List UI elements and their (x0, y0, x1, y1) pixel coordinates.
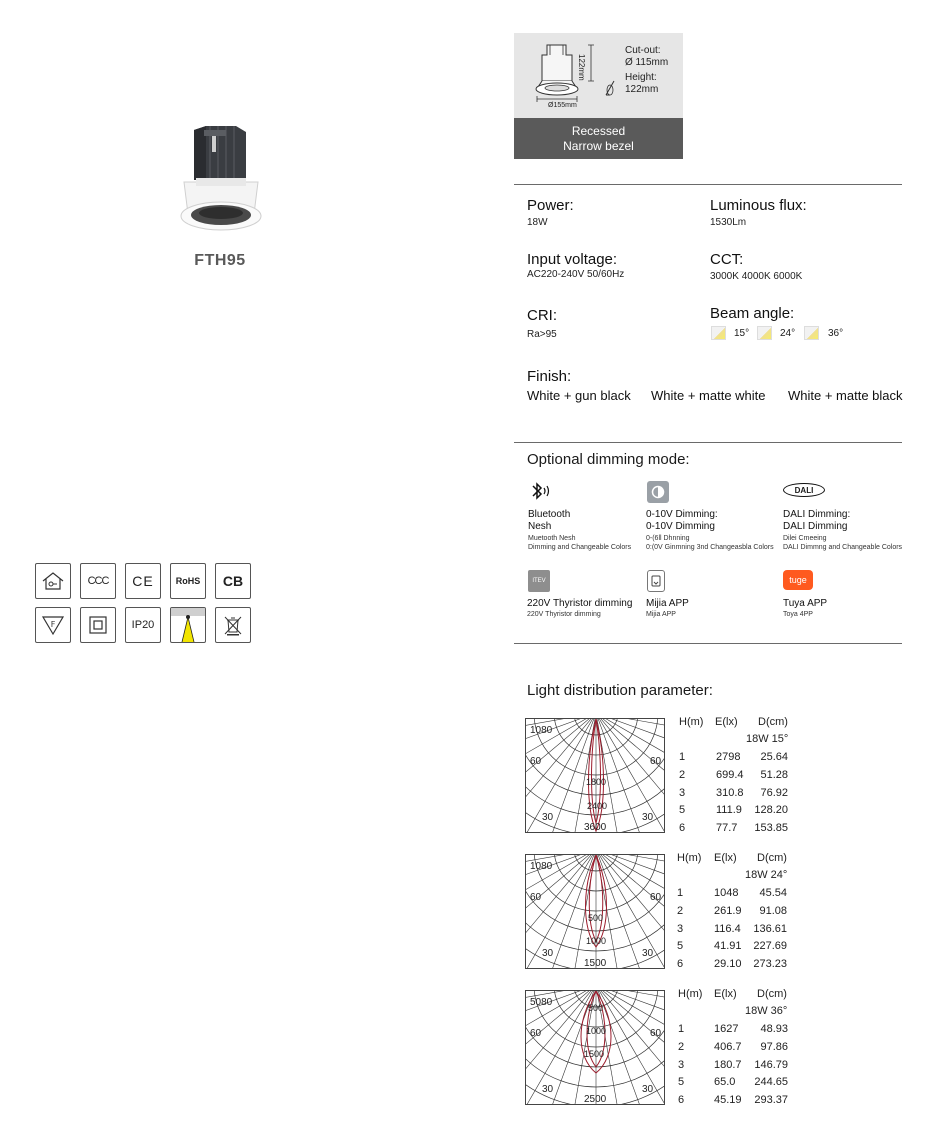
table-subtitle: 18W 15° (746, 733, 789, 745)
mount-card (514, 33, 683, 159)
cb-cert-icon: CB (215, 563, 251, 599)
mount-type-label (514, 118, 683, 159)
dimmer-icon (647, 481, 669, 503)
svg-text:30: 30 (642, 1084, 654, 1095)
beam-angle-label: Beam angle: (710, 305, 795, 322)
beam-swatch-icon (757, 326, 772, 340)
table-row: 1 2798 25.64 (679, 751, 788, 763)
polar-diagram (525, 718, 665, 833)
dim-mode-sub: 220V Thyristor dimming (527, 611, 601, 618)
beam-icon (170, 607, 206, 643)
dim-mode-sub: Dilei Cmeeing DALI Dimmng and Changeable Colors (783, 535, 903, 551)
cri-value: Ra>95 (527, 329, 557, 340)
table-header: H(m) E(lx) D(cm) (679, 716, 788, 728)
table-subtitle: 18W 36° (745, 1005, 788, 1017)
dim-mode-sub: Mijia APP (646, 611, 676, 618)
product-image (176, 122, 266, 234)
svg-text:60: 60 (650, 892, 662, 903)
tuya-icon: tuge (783, 570, 813, 590)
weee-bin-icon (215, 607, 251, 643)
table-row: 2 406.7 97.86 (678, 1041, 788, 1053)
table-header: H(m) E(lx) D(cm) (678, 988, 787, 1000)
power-value: 18W (527, 217, 548, 228)
flux-value: 1530Lm (710, 217, 747, 228)
table-row: 5 65.0 244.65 (678, 1076, 788, 1088)
rohs-cert-icon: RoHS (170, 563, 206, 599)
thyristor-icon: ITEV (528, 570, 550, 592)
cutout-label: Cut-out: (625, 45, 661, 56)
svg-text:500: 500 (588, 913, 604, 923)
beam-angle-value: 15° (734, 328, 750, 339)
svg-text:30: 30 (642, 812, 654, 823)
height-dim: 122mm (577, 54, 586, 81)
svg-text:30: 30 (542, 812, 554, 823)
svg-text:2400: 2400 (587, 801, 608, 811)
table-row: 1 1627 48.93 (678, 1023, 788, 1035)
class-ii-icon (80, 607, 116, 643)
svg-text:1500: 1500 (584, 1049, 605, 1059)
dim-mode-sub: 0-(6ll Dhnning 0:(0V Ginmning 3nd Changeasbla Colors (646, 535, 774, 551)
svg-text:5080: 5080 (530, 997, 553, 1008)
svg-text:1000: 1000 (586, 936, 607, 946)
dim-mode-title: Mijia APP (646, 598, 689, 609)
home-cert-icon (35, 563, 71, 599)
f-mark-icon (35, 607, 71, 643)
dimming-title: Optional dimming mode: (527, 451, 690, 468)
mount-type-line2: Narrow bezel (563, 139, 634, 153)
table-row: 3 310.8 76.92 (679, 787, 788, 799)
svg-text:60: 60 (530, 1028, 542, 1039)
table-header: H(m) E(lx) D(cm) (677, 852, 787, 864)
height-label: Height: (625, 72, 657, 83)
svg-text:1800: 1800 (586, 777, 607, 787)
svg-text:500: 500 (588, 1003, 604, 1013)
dali-icon: DALI (783, 483, 825, 497)
table-row: 6 29.10 273.23 (677, 958, 787, 970)
svg-text:60: 60 (650, 756, 662, 767)
cri-label: CRI: (527, 307, 557, 324)
table-row: 2 261.9 91.08 (677, 905, 787, 917)
table-row: 6 77.7 153.85 (679, 822, 788, 834)
voltage-label: Input voltage: (527, 251, 618, 268)
ce-cert-icon: CE (125, 563, 161, 599)
model-name: FTH95 (194, 252, 246, 269)
dim-mode-title: Tuya APP (783, 598, 828, 609)
mount-type-line1: Recessed (571, 124, 626, 138)
dim-mode-title: 0-10V Dimming: 0-10V Dimming (646, 509, 718, 532)
table-row: 5 41.91 227.69 (677, 940, 787, 952)
svg-text:60: 60 (530, 756, 542, 767)
voltage-value: AC220-240V 50/60Hz (527, 269, 625, 280)
ip-rating-icon: IP20 (125, 607, 161, 643)
cutout-value: Ø 115mm (625, 57, 669, 68)
divider (514, 442, 902, 443)
finish-option: White + matte white (651, 388, 766, 403)
polar-diagram (525, 854, 665, 969)
divider (514, 184, 902, 185)
table-row: 1 1048 45.54 (677, 887, 787, 899)
cct-label: CCT: (710, 251, 744, 268)
light-distribution-title: Light distribution parameter: (527, 682, 713, 699)
ccc-cert-icon: CCC (80, 563, 116, 599)
mount-diagram (514, 33, 683, 118)
svg-text:1000: 1000 (586, 1026, 607, 1036)
finish-option: White + gun black (527, 388, 631, 403)
finish-label: Finish: (527, 368, 572, 385)
beam-swatch-icon (804, 326, 819, 340)
svg-text:1080: 1080 (530, 861, 553, 872)
mijia-phone-icon (647, 570, 665, 592)
svg-text:60: 60 (650, 1028, 662, 1039)
svg-text:1080: 1080 (530, 725, 553, 736)
table-row: 3 180.7 146.79 (678, 1059, 788, 1071)
dim-mode-title: Bluetooth Nesh (528, 509, 571, 532)
bluetooth-icon (528, 481, 552, 501)
svg-text:2500: 2500 (584, 1094, 607, 1105)
table-row: 5 111.9 128.20 (679, 804, 788, 816)
cct-value: 3000K 4000K 6000K (710, 271, 803, 282)
table-row: 2 699.4 51.28 (679, 769, 788, 781)
dim-mode-title: DALI Dimming: DALI Dimming (783, 509, 851, 532)
height-value: 122mm (625, 84, 659, 95)
svg-text:30: 30 (642, 948, 654, 959)
beam-angle-value: 24° (780, 328, 796, 339)
svg-text:30: 30 (542, 948, 554, 959)
svg-text:F: F (50, 620, 56, 629)
svg-text:60: 60 (530, 892, 542, 903)
beam-angle-value: 36° (828, 328, 844, 339)
svg-text:30: 30 (542, 1084, 554, 1095)
table-subtitle: 18W 24° (745, 869, 788, 881)
dim-mode-title: 220V Thyristor dimming (527, 598, 633, 609)
beam-swatch-icon (711, 326, 726, 340)
table-row: 6 45.19 293.37 (678, 1094, 788, 1106)
divider (514, 643, 902, 644)
table-row: 3 116.4 136.61 (677, 923, 787, 935)
dim-mode-sub: Muetooth Nesh Dimming and Changeable Colors (528, 535, 632, 551)
svg-text:3600: 3600 (584, 822, 607, 833)
power-label: Power: (527, 197, 574, 214)
finish-option: White + matte black (788, 388, 903, 403)
diameter-dim: Ø155mm (548, 102, 577, 109)
polar-diagram (525, 990, 665, 1105)
dim-mode-sub: Toya 4PP (783, 611, 813, 618)
svg-text:1500: 1500 (584, 958, 607, 969)
flux-label: Luminous flux: (710, 197, 807, 214)
